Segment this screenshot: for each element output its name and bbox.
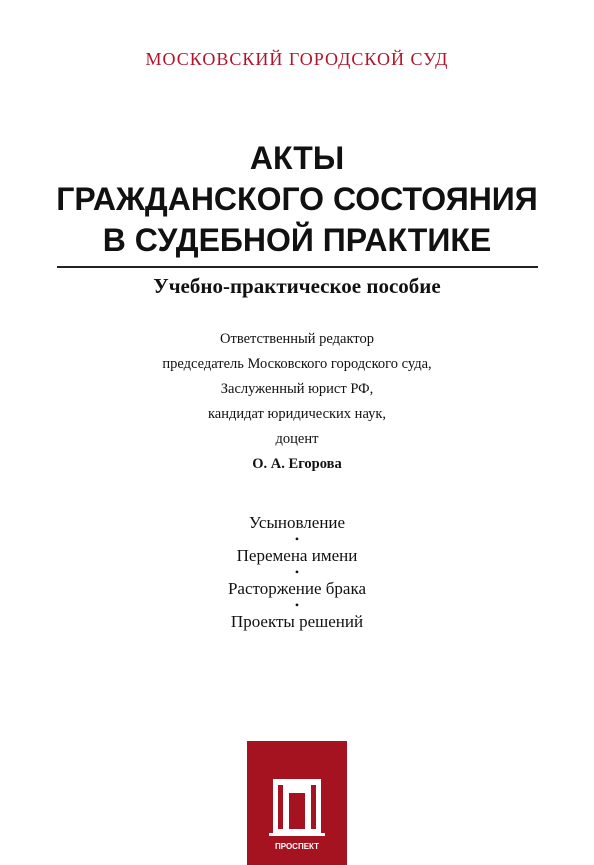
editor-name: О. А. Егорова (252, 456, 342, 472)
topics-list (0, 512, 594, 632)
topic-item: Проекты решений (230, 612, 364, 631)
editor-line: кандидат юридических наук, (207, 406, 387, 422)
court-name: МОСКОВСКИЙ ГОРОДСКОЙ СУД (145, 49, 449, 69)
book-title (0, 138, 594, 261)
book-subtitle: Учебно-практическое пособие (153, 274, 441, 298)
title-line-3: В СУДЕБНОЙ ПРАКТИКЕ (102, 222, 492, 258)
topic-separator: • (294, 565, 300, 579)
topic-separator: • (294, 532, 300, 546)
editor-line: председатель Московского городского суда, (162, 356, 432, 372)
title-line-2: ГРАЖДАНСКОГО СОСТОЯНИЯ (56, 181, 538, 217)
title-line-1: АКТЫ (249, 140, 345, 176)
title-divider (57, 266, 538, 268)
publisher-logo (247, 741, 347, 865)
editor-line: Заслуженный юрист РФ, (220, 381, 374, 397)
topic-separator: • (294, 598, 300, 612)
topic-item: Перемена имени (236, 546, 358, 565)
editor-block (0, 327, 594, 477)
topic-item: Усыновление (248, 513, 346, 532)
editor-line: доцент (275, 431, 319, 447)
editor-line: Ответственный редактор (220, 331, 374, 347)
topic-item: Расторжение брака (227, 579, 367, 598)
logo-text: ПРОСПЕКТ (274, 842, 320, 851)
prospekt-logo-icon (247, 741, 347, 865)
